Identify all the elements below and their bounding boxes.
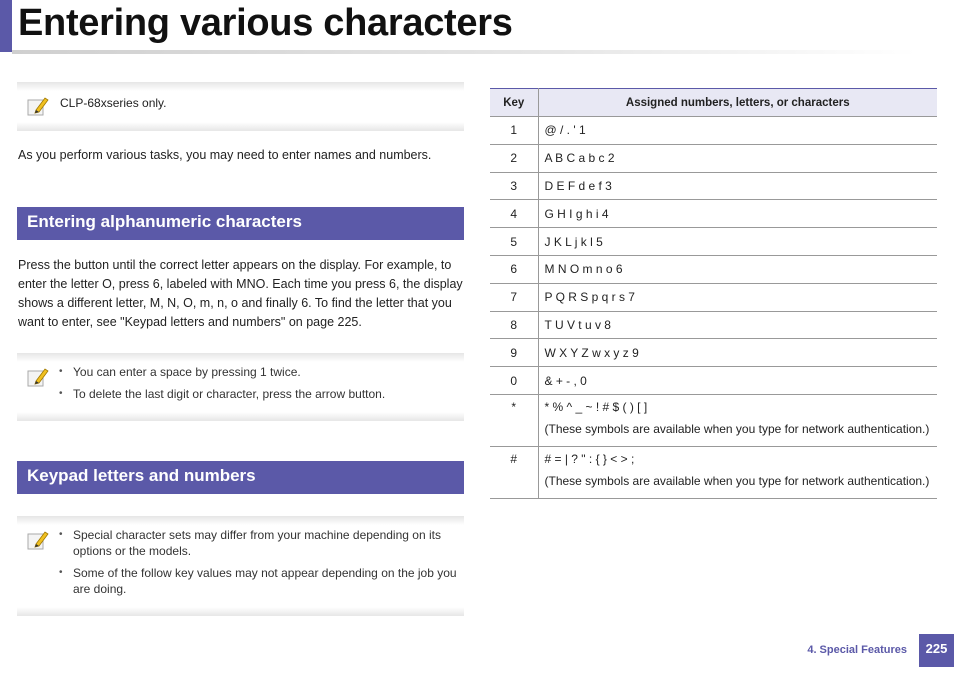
- table-row: [490, 339, 937, 367]
- title-accent-bar: [0, 0, 12, 52]
- value-cell: @ / . ' 1: [538, 117, 937, 145]
- symbol-note: (These symbols are available when you type for network authentication.): [544, 421, 930, 436]
- symbol-list: # = | ? " : { } < > ;: [544, 451, 635, 466]
- note-box-character-sets: [17, 516, 464, 616]
- value-cell: D E F d e f 3: [538, 172, 937, 200]
- key-cell: 1: [490, 117, 538, 145]
- title-underline: [12, 50, 917, 54]
- value-cell: T U V t u v 8: [538, 311, 937, 339]
- key-cell: 6: [490, 255, 538, 283]
- table-row: [490, 367, 937, 395]
- value-cell: [538, 394, 937, 446]
- value-cell: M N O m n o 6: [538, 255, 937, 283]
- page-number-badge: 225: [919, 634, 954, 667]
- column-header-assigned: Assigned numbers, letters, or characters: [538, 89, 937, 117]
- section-heading-keypad: Keypad letters and numbers: [17, 461, 464, 494]
- pencil-note-icon: [27, 366, 49, 388]
- list-item: • Special character sets may differ from your machine depending on its options or the models.: [73, 527, 462, 559]
- table-row: [490, 117, 937, 145]
- page-title: Entering various characters: [18, 2, 513, 44]
- table-row: [490, 311, 937, 339]
- table-row: [490, 446, 937, 498]
- key-cell: 0: [490, 367, 538, 395]
- key-cell: 8: [490, 311, 538, 339]
- table-row: [490, 228, 937, 256]
- value-cell: [538, 446, 937, 498]
- pencil-note-icon: [27, 95, 49, 117]
- table-row: [490, 172, 937, 200]
- key-cell: 7: [490, 283, 538, 311]
- symbol-note: (These symbols are available when you type for network authentication.): [544, 473, 930, 488]
- value-cell: J K L j k l 5: [538, 228, 937, 256]
- list-item: • To delete the last digit or character, press the arrow button.: [73, 386, 462, 402]
- footer-chapter-label: 4. Special Features: [807, 644, 907, 656]
- keypad-table: [490, 88, 937, 499]
- table-row: [490, 255, 937, 283]
- symbol-list: * % ^ _ ~ ! # $ ( ) [ ]: [544, 399, 648, 414]
- list-item: • You can enter a space by pressing 1 twice.: [73, 364, 462, 380]
- table-row: [490, 144, 937, 172]
- column-header-key: Key: [490, 89, 538, 117]
- key-cell: 9: [490, 339, 538, 367]
- value-cell: G H I g h i 4: [538, 200, 937, 228]
- key-cell: 2: [490, 144, 538, 172]
- note-text: CLP-68xseries only.: [60, 96, 167, 110]
- key-cell: #: [490, 446, 538, 498]
- pencil-note-icon: [27, 529, 49, 551]
- key-cell: 4: [490, 200, 538, 228]
- note-box-tips: [17, 353, 464, 421]
- section-heading-alphanumeric: Entering alphanumeric characters: [17, 207, 464, 240]
- list-item: • Some of the follow key values may not appear depending on the job you are doing.: [73, 565, 462, 597]
- value-cell: W X Y Z w x y z 9: [538, 339, 937, 367]
- table-row: [490, 200, 937, 228]
- value-cell: & + - , 0: [538, 367, 937, 395]
- value-cell: P Q R S p q r s 7: [538, 283, 937, 311]
- table-header-row: [490, 89, 937, 117]
- note-box-models: [17, 82, 464, 131]
- table-row: [490, 394, 937, 446]
- key-cell: *: [490, 394, 538, 446]
- value-cell: A B C a b c 2: [538, 144, 937, 172]
- intro-paragraph: As you perform various tasks, you may need to enter names and numbers.: [18, 148, 432, 162]
- section-body-alphanumeric: Press the button until the correct letter appears on the display. For example, to enter the letter O, press 6, labeled with MNO. Each time you press 6, the display shows a different letter, M, N, O, m, n, o and finally 6. To find the letter that you want to enter, see "Keypad letters and numbers" on page 225.: [18, 258, 463, 329]
- tips-list: [73, 364, 462, 408]
- table-row: [490, 283, 937, 311]
- key-cell: 5: [490, 228, 538, 256]
- character-set-notes-list: [73, 527, 462, 603]
- key-cell: 3: [490, 172, 538, 200]
